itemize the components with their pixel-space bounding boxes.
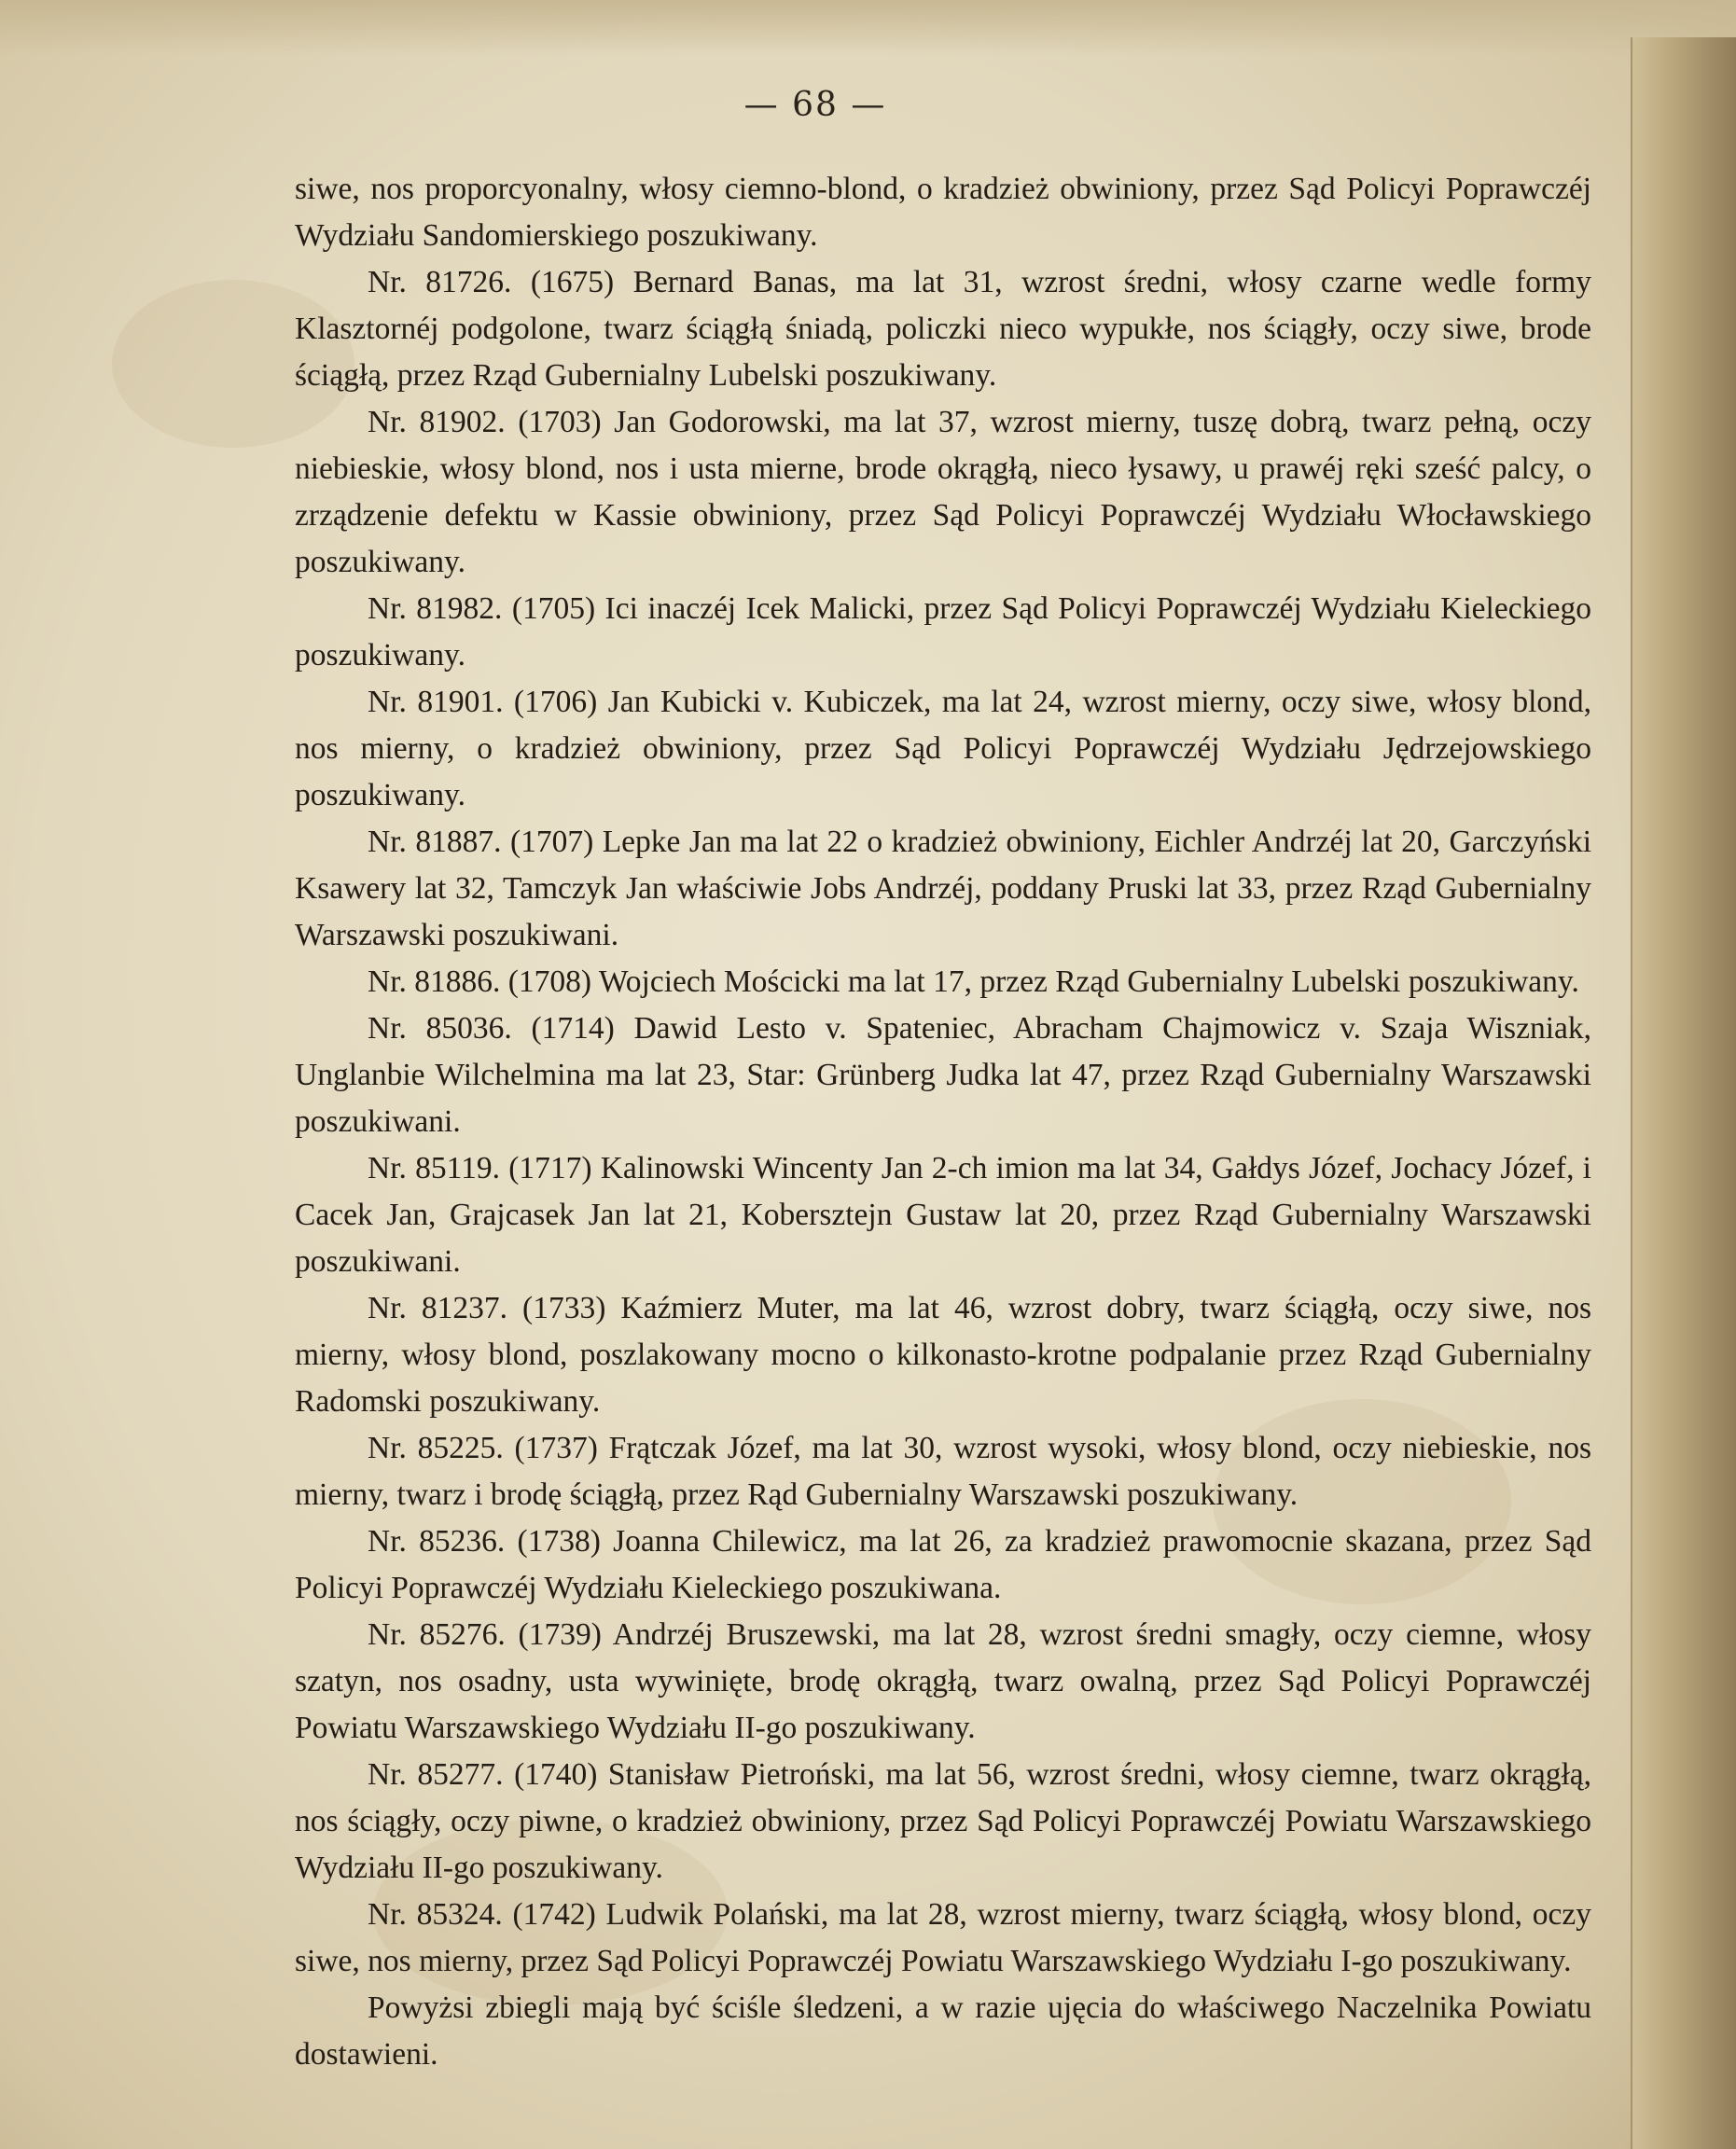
- notice-entry: Nr. 81982. (1705) Ici inaczéj Icek Malicki, przez Sąd Policyi Poprawczéj Wydziału Kieleckiego poszukiwany.: [295, 591, 1591, 672]
- notice-entry: Nr. 81726. (1675) Bernard Banas, ma lat 31, wzrost średni, włosy czarne wedle formy Klasztornéj podgolone, twarz ściągłą śniadą, policzki nieco wypukłe, nos ściągły, oczy siwe, brode ściągłą, przez Rząd Gubernialny Lubelski poszukiwany.: [295, 265, 1591, 393]
- notice-entry: Nr. 81901. (1706) Jan Kubicki v. Kubiczek, ma lat 24, wzrost mierny, oczy siwe, włosy blond, nos mierny, o kradzież obwiniony, przez Sąd Policyi Poprawczéj Wydziału Jędrzejowskiego poszukiwany.: [295, 685, 1591, 812]
- notice-continuation: siwe, nos proporcyonalny, włosy ciemno-blond, o kradzież obwiniony, przez Sąd Policyi Poprawczéj Wydziału Sandomierskiego poszukiwany.: [295, 172, 1591, 253]
- notice-entry: Nr. 85236. (1738) Joanna Chilewicz, ma lat 26, za kradzież prawomocnie skazana, przez Sąd Policyi Poprawczéj Wydziału Kieleckiego poszukiwana.: [295, 1524, 1591, 1605]
- notice-entry: Nr. 85119. (1717) Kalinowski Wincenty Jan 2-ch imion ma lat 34, Gałdys Józef, Jochacy Józef, i Cacek Jan, Grajcasek Jan lat 21, Kobersztejn Gustaw lat 20, przez Rząd Gubernialny Warszawski poszukiwani.: [295, 1151, 1591, 1279]
- notice-entry: Nr. 85036. (1714) Dawid Lesto v. Spateniec, Abracham Chajmowicz v. Szaja Wiszniak, Unglanbie Wilchelmina ma lat 23, Star: Grünberg Judka lat 47, przez Rząd Gubernialny Warszawski poszukiwani.: [295, 1011, 1591, 1139]
- book-binding-edge: [1631, 37, 1736, 2149]
- notice-entry: Nr. 81237. (1733) Kaźmierz Muter, ma lat 46, wzrost dobry, twarz ściągłą, oczy siwe, nos mierny, włosy blond, poszlakowany mocno o kilkonasto-krotne podpalanie przez Rząd Gubernialny Radomski poszukiwany.: [295, 1291, 1591, 1419]
- notice-entry: Nr. 81887. (1707) Lepke Jan ma lat 22 o kradzież obwiniony, Eichler Andrzéj lat 20, Garczyński Ksawery lat 32, Tamczyk Jan właściwie Jobs Andrzéj, poddany Pruski lat 33, przez Rząd Gubernialny Warszawski poszukiwani.: [295, 825, 1591, 952]
- notice-entry: Powyżsi zbiegli mają być ściśle śledzeni, a w razie ujęcia do właściwego Naczelnika Powiatu dostawieni.: [295, 1990, 1591, 2072]
- notice-entry: Nr. 85276. (1739) Andrzéj Bruszewski, ma lat 28, wzrost średni smagły, oczy ciemne, włosy szatyn, nos osadny, usta wywinięte, brodę okrągłą, twarz owalną, przez Sąd Policyi Poprawczéj Powiatu Warszawskiego Wydziału II-go poszukiwany.: [295, 1617, 1591, 1745]
- notice-entry: Nr. 81886. (1708) Wojciech Mościcki ma lat 17, przez Rząd Gubernialny Lubelski poszukiwany.: [368, 964, 1579, 999]
- text-body: [295, 166, 1591, 2078]
- page-number: — 68 —: [743, 86, 887, 124]
- page-top-shadow: [0, 0, 1736, 56]
- notice-entry: Nr. 85225. (1737) Frątczak Józef, ma lat 30, wzrost wysoki, włosy blond, oczy niebieskie, nos mierny, twarz i brodę ściągłą, przez Rąd Gubernialny Warszawski poszukiwany.: [295, 1431, 1591, 1512]
- notice-entry: Nr. 81902. (1703) Jan Godorowski, ma lat 37, wzrost mierny, tuszę dobrą, twarz pełną, oczy niebieskie, włosy blond, nos i usta mierne, brode okrągłą, nieco łysawy, u prawéj ręki sześć palcy, o zrządzenie defektu w Kassie obwiniony, przez Sąd Policyi Poprawczéj Wydziału Włocławskiego poszukiwany.: [295, 405, 1591, 579]
- notice-entry: Nr. 85277. (1740) Stanisław Pietroński, ma lat 56, wzrost średni, włosy ciemne, twarz okrągłą, nos ściągły, oczy piwne, o kradzież obwiniony, przez Sąd Policyi Poprawczéj Powiatu Warszawskiego Wydziału II-go poszukiwany.: [295, 1757, 1591, 1885]
- notice-entry: Nr. 85324. (1742) Ludwik Polański, ma lat 28, wzrost mierny, twarz ściągłą, włosy blond, oczy siwe, nos mierny, przez Sąd Policyi Poprawczéj Powiatu Warszawskiego Wydziału I-go poszukiwany.: [295, 1897, 1591, 1978]
